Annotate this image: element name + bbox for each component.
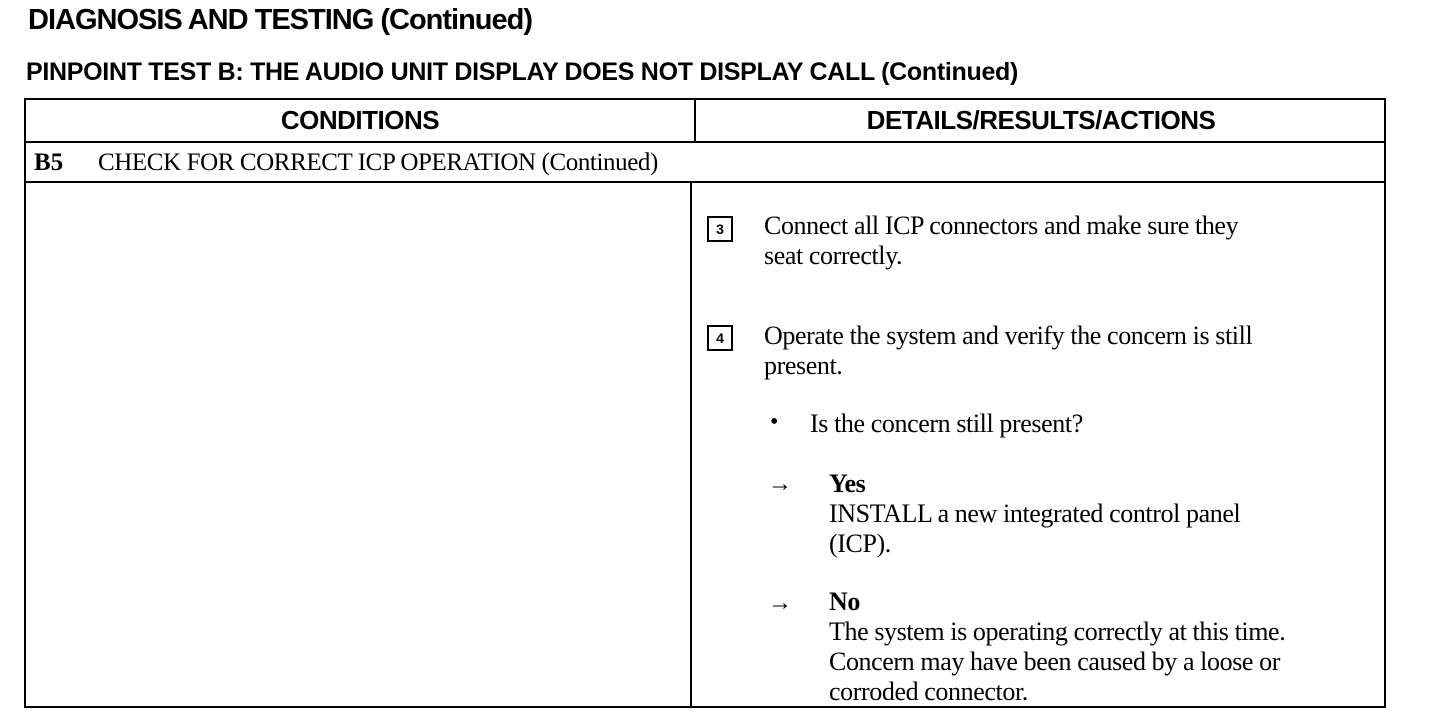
result-text-line: The system is operating correctly at this time. [829,617,1286,646]
step-number-box: 3 [707,216,733,242]
item-text-line: present. [764,351,843,380]
arrow-right-icon: → [768,471,792,497]
item-text-line: seat correctly. [764,241,903,270]
step-title: CHECK FOR CORRECT ICP OPERATION (Continued) [98,149,658,176]
arrow-right-icon: → [768,590,792,616]
result-text-line: INSTALL a new integrated control panel [829,499,1241,528]
item-text-line: Operate the system and verify the concern is still [764,321,1253,350]
table-header-row [26,100,1384,143]
result-text-line: (ICP). [829,529,891,558]
conditions-header: CONDITIONS [280,105,440,135]
details-header: DETAILS/RESULTS/ACTIONS [866,105,1216,135]
step-row [26,143,1384,183]
result-text-line: Concern may have been caused by a loose or [829,647,1281,676]
column-divider [690,183,692,708]
result-text-line: corroded connector. [829,677,1028,706]
step-code: B5 [34,149,64,176]
result-label-yes: Yes [829,469,866,498]
page-title: DIAGNOSIS AND TESTING (Continued) [28,4,533,36]
item-text-line: Connect all ICP connectors and make sure they [764,211,1239,240]
bullet-icon: • [770,409,779,435]
pinpoint-test-table [24,98,1386,708]
result-label-no: No [829,587,860,616]
step-number-box: 4 [707,325,733,351]
pinpoint-test-title: PINPOINT TEST B: THE AUDIO UNIT DISPLAY DOES NOT DISPLAY CALL (Continued) [26,58,1019,86]
question-text: Is the concern still present? [810,409,1083,438]
